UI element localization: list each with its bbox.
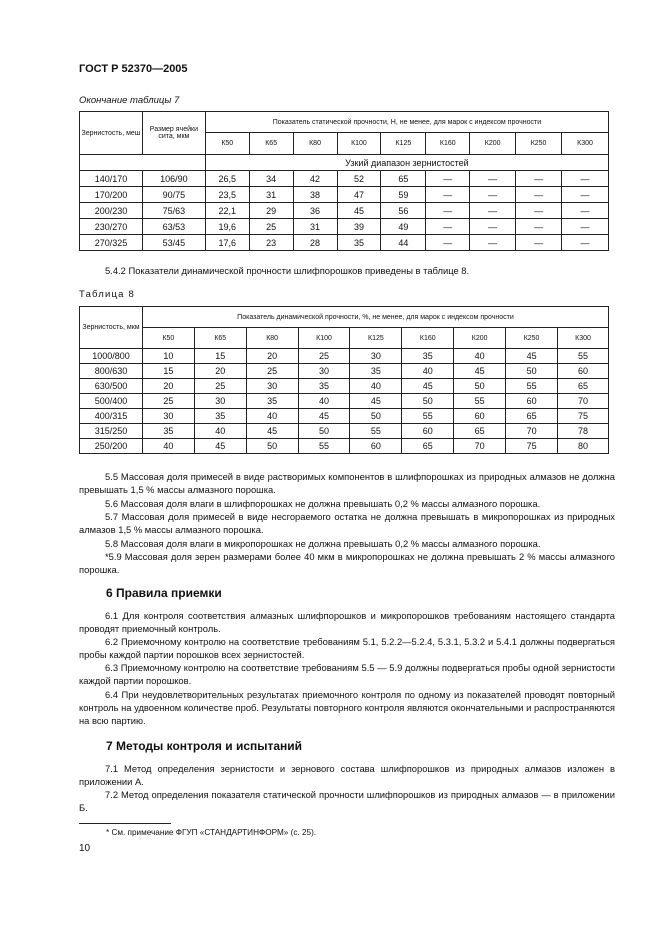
table-cell: 25: [142, 394, 194, 409]
table-cell: 34: [249, 171, 293, 187]
paragraph-5-7: 5.7 Массовая доля примесей в виде несгораемого остатка не должна превышать в микропорошках из природных алмазов 1,5 % массы алмазного порошка.: [79, 511, 615, 536]
table-row: [80, 409, 609, 424]
table-cell: —: [516, 235, 562, 251]
table-cell: 50: [402, 394, 454, 409]
section-label: Узкий диапазон зернистостей: [205, 155, 608, 171]
table-cell: 45: [194, 439, 246, 454]
table-cell: 400/315: [80, 409, 143, 424]
mark-header: К125: [350, 328, 402, 349]
table-cell: —: [562, 219, 609, 235]
paragraph-5-6: 5.6 Массовая доля влаги в шлифпорошках не должна превышать 0,2 % массы алмазного порошка.: [105, 498, 541, 509]
table-cell: 50: [298, 424, 350, 439]
table-cell: 55: [454, 394, 506, 409]
table-cell: 25: [249, 219, 293, 235]
table-cell: 65: [506, 409, 558, 424]
table-cell: 44: [381, 235, 426, 251]
mark-header: К300: [558, 328, 609, 349]
table-cell: 65: [558, 379, 609, 394]
table-cell: 17,6: [205, 235, 249, 251]
table-cell: 75: [506, 439, 558, 454]
mark-header: К65: [249, 133, 293, 155]
table-cell: 35: [142, 424, 194, 439]
table-cell: 35: [350, 364, 402, 379]
table-cell: 45: [506, 349, 558, 364]
mark-header: К300: [562, 133, 609, 155]
table-cell: 20: [246, 349, 298, 364]
table-cell: 23,5: [205, 187, 249, 203]
table-cell: 230/270: [80, 219, 143, 235]
table-cell: 45: [246, 424, 298, 439]
col-group-header: Показатель динамической прочности, %, не менее, для марок с индексом прочности: [142, 307, 608, 328]
paragraph-6-3: 6.3 Приемочному контролю на соответствие требованиям 5.5 — 5.9 должны подвергаться пробы одной зернистости каждой партии порошков.: [79, 662, 615, 687]
table-cell: 30: [298, 364, 350, 379]
table-cell: 30: [142, 409, 194, 424]
table-cell: 70: [506, 424, 558, 439]
table-cell: 38: [293, 187, 337, 203]
table-cell: 170/200: [80, 187, 143, 203]
table-cell: 500/400: [80, 394, 143, 409]
table-row: [80, 394, 609, 409]
table-cell: 25: [246, 364, 298, 379]
table-cell: 40: [246, 409, 298, 424]
table-cell: 15: [194, 349, 246, 364]
table-cell: 40: [194, 424, 246, 439]
table-cell: 35: [246, 394, 298, 409]
table-cell: 23: [249, 235, 293, 251]
table-cell: 35: [337, 235, 381, 251]
paragraph-5-9: *5.9 Массовая доля зерен размерами более 40 мкм в микропорошках не должна превышать 2 % массы алмазного порошка.: [79, 551, 615, 576]
table-cell: 35: [194, 409, 246, 424]
table-7: [79, 111, 609, 251]
table-cell: 45: [454, 364, 506, 379]
mark-header: К100: [337, 133, 381, 155]
table-cell: 55: [506, 379, 558, 394]
table-cell: —: [516, 203, 562, 219]
table-cell: 200/230: [80, 203, 143, 219]
table-cell: 40: [298, 394, 350, 409]
table-cell: 70: [558, 394, 609, 409]
table-cell: 30: [246, 379, 298, 394]
paragraph-6-4: 6.4 При неудовлетворительных результатах приемочного контроля по одному из показателей проводят повторный контроль на удвоенном количестве проб. Результаты повторного контроля являются окончательными и распространяются на всю партию.: [79, 689, 615, 727]
mark-header: К125: [381, 133, 426, 155]
table-cell: 140/170: [80, 171, 143, 187]
table7-caption: Окончание таблицы 7: [79, 95, 180, 106]
table-cell: 15: [142, 364, 194, 379]
paragraph-7-2: 7.2 Метод определения показателя статической прочности шлифпорошков из природных алмазов — в приложении Б.: [79, 789, 615, 814]
table-row: [80, 364, 609, 379]
table-cell: 45: [337, 203, 381, 219]
table-cell: 315/250: [80, 424, 143, 439]
table-cell: 70: [454, 439, 506, 454]
col-group-header: Показатель статической прочности, Н, не менее, для марок с индексом прочности: [205, 112, 608, 133]
table-cell: 30: [350, 349, 402, 364]
table-cell: 65: [381, 171, 426, 187]
mark-header: К65: [194, 328, 246, 349]
table-cell: —: [516, 219, 562, 235]
table-cell: 10: [142, 349, 194, 364]
table-cell: 75/63: [142, 203, 205, 219]
mark-header: К160: [402, 328, 454, 349]
table-cell: 45: [402, 379, 454, 394]
table-cell: 106/90: [142, 171, 205, 187]
table-cell: 65: [454, 424, 506, 439]
table-cell: 800/630: [80, 364, 143, 379]
paragraph-5-8: 5.8 Массовая доля влаги в микропорошках не должна превышать 0,2 % массы алмазного порошка.: [105, 538, 541, 549]
table-cell: —: [426, 235, 470, 251]
table-cell: 45: [350, 394, 402, 409]
table-cell: —: [426, 219, 470, 235]
table-cell: 250/200: [80, 439, 143, 454]
table-cell: —: [516, 171, 562, 187]
table-cell: 50: [454, 379, 506, 394]
section-6-heading: 6 Правила приемки: [106, 586, 222, 600]
mark-header: К200: [470, 133, 516, 155]
mark-header: К100: [298, 328, 350, 349]
table-cell: 35: [402, 349, 454, 364]
table-cell: —: [470, 219, 516, 235]
table-cell: 52: [337, 171, 381, 187]
table-cell: 30: [194, 394, 246, 409]
table-row: [80, 439, 609, 454]
mark-header: К250: [516, 133, 562, 155]
table-cell: 50: [350, 409, 402, 424]
table-cell: 80: [558, 439, 609, 454]
table-cell: 20: [194, 364, 246, 379]
table-cell: 1000/800: [80, 349, 143, 364]
page-number: 10: [79, 843, 91, 854]
table-cell: 42: [293, 171, 337, 187]
table-cell: 60: [506, 394, 558, 409]
mark-header: К50: [142, 328, 194, 349]
table-cell: 630/500: [80, 379, 143, 394]
table-cell: 78: [558, 424, 609, 439]
table-cell: 20: [142, 379, 194, 394]
table-row: [80, 187, 609, 203]
mark-header: К200: [454, 328, 506, 349]
table-row: [80, 219, 609, 235]
col-mesh-header: Размер ячейки сита, мкм: [142, 112, 205, 155]
mark-header: К50: [205, 133, 249, 155]
table-cell: —: [426, 171, 470, 187]
table-cell: 60: [454, 409, 506, 424]
table-cell: 19,6: [205, 219, 249, 235]
table-cell: —: [426, 187, 470, 203]
table-cell: 31: [249, 187, 293, 203]
table-cell: —: [562, 235, 609, 251]
table-cell: 59: [381, 187, 426, 203]
table-cell: 60: [350, 439, 402, 454]
table-cell: 49: [381, 219, 426, 235]
table-cell: 36: [293, 203, 337, 219]
paragraph-6-2: 6.2 Приемочному контролю на соответствие требованиям 5.1, 5.2.2—5.2.4, 5.3.1, 5.3.2 и 5.4.1 должны подвергаться пробы каждой партии порошков всех зернистостей.: [79, 636, 615, 661]
section-7-heading: 7 Методы контроля и испытаний: [106, 739, 303, 753]
table-cell: 55: [402, 409, 454, 424]
table-cell: 56: [381, 203, 426, 219]
table8-caption: Таблица 8: [79, 289, 135, 300]
table-cell: 45: [298, 409, 350, 424]
table-row: [80, 424, 609, 439]
table-row: [80, 203, 609, 219]
footnote: * См. примечание ФГУП «СТАНДАРТИНФОРМ» (с. 25).: [106, 828, 317, 837]
table-cell: —: [562, 203, 609, 219]
table-cell: 40: [142, 439, 194, 454]
table-cell: 90/75: [142, 187, 205, 203]
table-row: [80, 171, 609, 187]
table-cell: 55: [558, 349, 609, 364]
footnote-rule: [79, 823, 171, 824]
table-cell: 47: [337, 187, 381, 203]
table-cell: 50: [506, 364, 558, 379]
mark-header: К250: [506, 328, 558, 349]
table-8: [79, 306, 609, 454]
table-cell: —: [562, 187, 609, 203]
table-cell: —: [470, 235, 516, 251]
table-cell: 65: [402, 439, 454, 454]
table-cell: 29: [249, 203, 293, 219]
table-cell: 25: [194, 379, 246, 394]
table-cell: 60: [558, 364, 609, 379]
table-cell: 22,1: [205, 203, 249, 219]
table-cell: 270/325: [80, 235, 143, 251]
col-grain-header: Зернистость, меш: [80, 112, 143, 155]
paragraph-5-4-2: 5.4.2 Показатели динамической прочности шлифпорошков приведены в таблице 8.: [105, 265, 470, 276]
paragraph-7-1: 7.1 Метод определения зернистости и зернового состава шлифпорошков из природных алмазов изложен в приложении А.: [79, 763, 615, 788]
mark-header: К80: [246, 328, 298, 349]
table-cell: 28: [293, 235, 337, 251]
paragraph-6-1: 6.1 Для контроля соответствия алмазных шлифпорошков и микропорошков требованиям настоящего стандарта проводят приемочный контроль.: [79, 610, 615, 635]
table-cell: 50: [246, 439, 298, 454]
table-cell: —: [562, 171, 609, 187]
table-cell: 31: [293, 219, 337, 235]
table-cell: 39: [337, 219, 381, 235]
table-row: [80, 379, 609, 394]
table-cell: 53/45: [142, 235, 205, 251]
table-cell: 26,5: [205, 171, 249, 187]
table-cell: 75: [558, 409, 609, 424]
table-cell: 40: [350, 379, 402, 394]
document-header: ГОСТ Р 52370—2005: [79, 63, 188, 75]
col-grain-header: Зернистость, мкм: [80, 307, 143, 349]
table-cell: 55: [298, 439, 350, 454]
table-cell: —: [426, 203, 470, 219]
table-cell: —: [516, 187, 562, 203]
mark-header: К80: [293, 133, 337, 155]
table-cell: 63/53: [142, 219, 205, 235]
table-cell: 60: [402, 424, 454, 439]
mark-header: К160: [426, 133, 470, 155]
table-cell: —: [470, 187, 516, 203]
table-cell: 40: [402, 364, 454, 379]
table-cell: —: [470, 203, 516, 219]
table-cell: 35: [298, 379, 350, 394]
table-row: [80, 235, 609, 251]
paragraph-5-5: 5.5 Массовая доля примесей в виде растворимых компонентов в шлифпорошках из природных алмазов не должна превышать 1,5 % массы алмазного порошка.: [79, 471, 615, 496]
table-cell: —: [470, 171, 516, 187]
table-cell: 25: [298, 349, 350, 364]
table-row: [80, 349, 609, 364]
table-cell: 55: [350, 424, 402, 439]
table-cell: 40: [454, 349, 506, 364]
